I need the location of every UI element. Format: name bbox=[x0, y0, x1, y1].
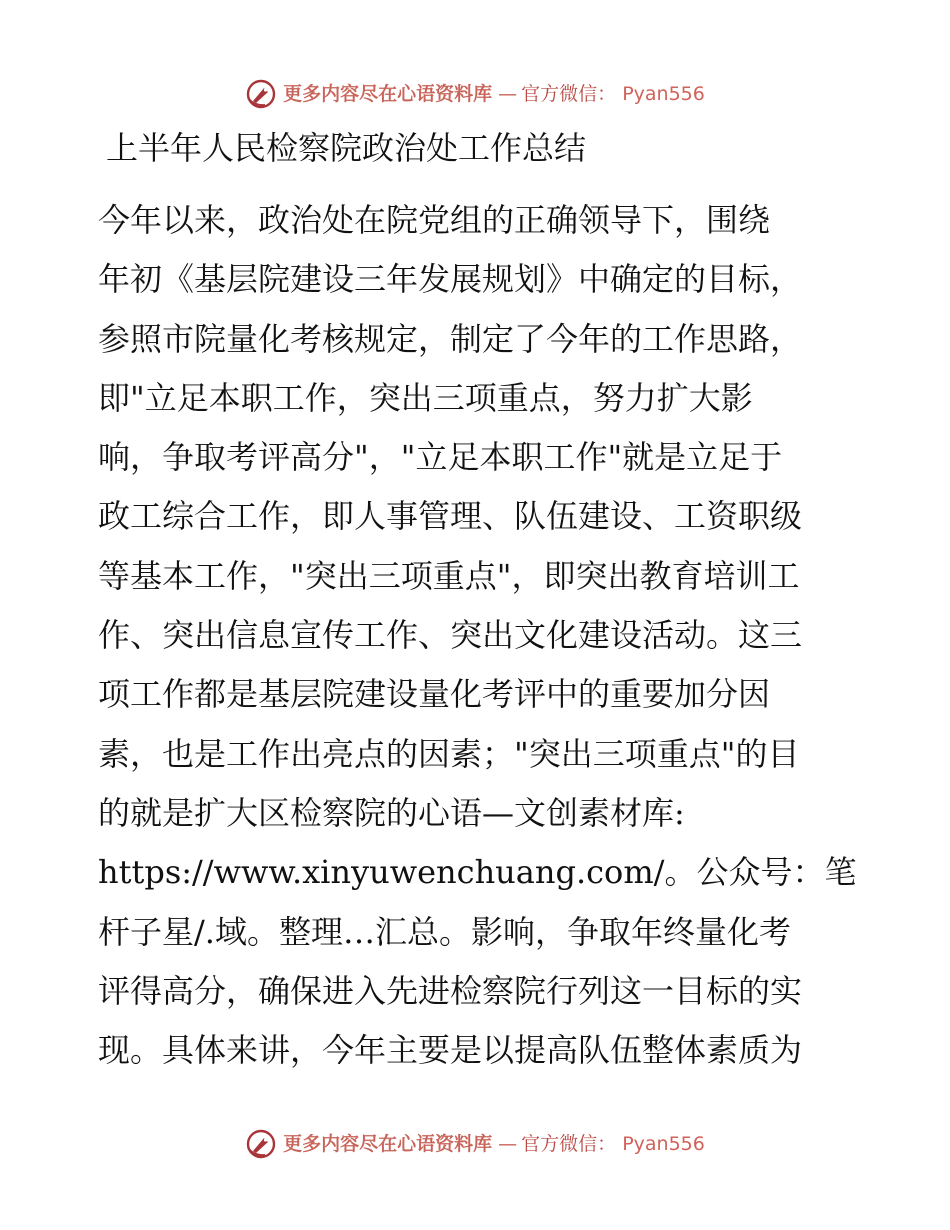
body-line: 响，争取考评高分"，"立足本职工作"就是立足于 bbox=[98, 438, 783, 477]
watermark-separator: — bbox=[498, 1133, 516, 1155]
watermark-slogan: 更多内容尽在心语资料库 bbox=[283, 1133, 493, 1155]
document-body bbox=[98, 198, 858, 1087]
body-line: 参照市院量化考核规定，制定了今年的工作思路， bbox=[98, 319, 803, 358]
body-line: 政工综合工作，即人事管理、队伍建设、工资职级 bbox=[98, 497, 803, 536]
body-line: 项工作都是基层院建设量化考评中的重要加分因 bbox=[98, 675, 771, 714]
body-line: 杆子星/.域。整理…汇总。影响，争取年终量化考 bbox=[98, 912, 791, 951]
watermark-banner-bottom bbox=[0, 1128, 950, 1160]
watermark-wechat-id: Pyan556 bbox=[622, 83, 705, 105]
body-line: 即"立足本职工作，突出三项重点，努力扩大影 bbox=[98, 378, 753, 417]
watermark-wechat-label: 官方微信： bbox=[521, 83, 617, 105]
body-line: 年初《基层院建设三年发展规划》中确定的目标， bbox=[98, 260, 803, 299]
watermark-wechat-id: Pyan556 bbox=[622, 1133, 705, 1155]
pen-nib-logo-icon bbox=[245, 78, 277, 110]
pen-nib-logo-icon bbox=[245, 1128, 277, 1160]
body-line: https://www.xinyuwenchuang.com/。公众号：笔 bbox=[98, 853, 857, 892]
watermark-slogan: 更多内容尽在心语资料库 bbox=[283, 83, 493, 105]
watermark-banner-top bbox=[0, 78, 950, 110]
body-line: 评得高分，确保进入先进检察院行列这一目标的实 bbox=[98, 971, 803, 1010]
body-line: 作、突出信息宣传工作、突出文化建设活动。这三 bbox=[98, 616, 803, 655]
body-line: 等基本工作，"突出三项重点"，即突出教育培训工 bbox=[98, 556, 800, 595]
body-line: 现。具体来讲，今年主要是以提高队伍整体素质为 bbox=[98, 1031, 803, 1070]
body-line: 今年以来，政治处在院党组的正确领导下，围绕 bbox=[98, 201, 771, 239]
watermark-separator: — bbox=[498, 83, 516, 105]
body-line: 的就是扩大区检察院的心语—文创素材库: bbox=[98, 793, 685, 832]
document-title: 上半年人民检察院政治处工作总结 bbox=[106, 129, 587, 167]
body-line: 素，也是工作出亮点的因素；"突出三项重点"的目 bbox=[98, 734, 800, 773]
watermark-wechat-label: 官方微信： bbox=[521, 1133, 617, 1155]
